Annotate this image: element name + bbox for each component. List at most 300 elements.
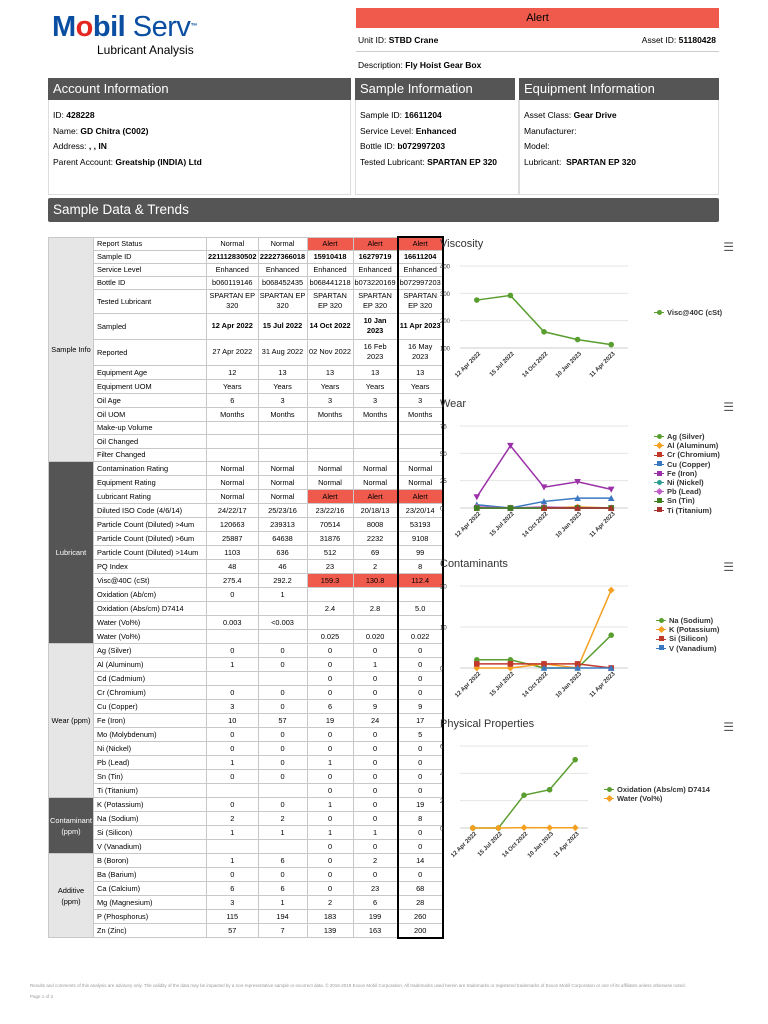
table-cell: 239313 bbox=[258, 518, 307, 532]
table-cell: Months bbox=[353, 407, 398, 421]
table-cell: 14 bbox=[398, 854, 443, 868]
table-cell bbox=[353, 448, 398, 462]
table-cell: b072997203 bbox=[399, 278, 441, 287]
contaminants-legend bbox=[656, 616, 719, 653]
table-cell: 11 Apr 2023 bbox=[398, 313, 443, 339]
data-point bbox=[575, 337, 581, 343]
table-cell: 0 bbox=[207, 686, 259, 700]
x-tick-label: 11 Apr 2023 bbox=[588, 511, 617, 539]
chart-title: Wear bbox=[440, 398, 467, 410]
table-cell: SPARTAN EP 320 bbox=[398, 289, 443, 313]
table-cell: 7 bbox=[258, 924, 307, 938]
data-point bbox=[572, 757, 578, 763]
row-label: Ca (Calcium) bbox=[94, 882, 207, 896]
table-cell: 6 bbox=[207, 393, 259, 407]
table-cell: SPARTAN EP 320 bbox=[207, 289, 259, 313]
table-cell: 23/22/16 bbox=[307, 504, 353, 518]
table-cell: 221112830502 bbox=[208, 252, 257, 261]
table-cell: 23 bbox=[307, 560, 353, 574]
table-cell: 0 bbox=[258, 756, 307, 770]
sample-id: Sample ID: 16611204 bbox=[360, 110, 442, 120]
data-point bbox=[541, 329, 547, 335]
table-cell: 0 bbox=[398, 840, 443, 854]
row-label: Oil Age bbox=[94, 393, 207, 407]
table-cell: 57 bbox=[258, 714, 307, 728]
data-point bbox=[521, 792, 527, 798]
chart-menu-icon[interactable]: ☰ bbox=[723, 400, 734, 414]
table-cell: 0.003 bbox=[207, 616, 259, 630]
table-cell: 0.022 bbox=[398, 630, 443, 644]
table-cell: 120663 bbox=[207, 518, 259, 532]
sample-info-box bbox=[355, 100, 519, 195]
table-row bbox=[49, 490, 443, 504]
table-cell: 0 bbox=[353, 840, 398, 854]
table-cell: 0 bbox=[353, 812, 398, 826]
table-row bbox=[49, 407, 443, 421]
table-cell: 260 bbox=[398, 910, 443, 924]
legend-marker bbox=[656, 488, 663, 495]
legend-marker bbox=[659, 645, 664, 650]
table-cell: 23 bbox=[353, 882, 398, 896]
legend-item[interactable] bbox=[604, 785, 710, 794]
legend-marker bbox=[656, 442, 663, 449]
table-row bbox=[49, 826, 443, 840]
legend-swatch bbox=[656, 639, 666, 640]
table-cell: b073220169 bbox=[354, 278, 396, 287]
table-row bbox=[49, 770, 443, 784]
table-cell: 31876 bbox=[307, 532, 353, 546]
table-cell: 10 Jan 2023 bbox=[353, 313, 398, 339]
logo-tm: ™ bbox=[190, 23, 197, 30]
legend-marker bbox=[606, 795, 613, 802]
table-cell: Enhanced bbox=[353, 263, 398, 276]
data-point bbox=[608, 487, 615, 493]
table-cell bbox=[307, 435, 353, 449]
legend-swatch bbox=[654, 510, 664, 511]
description-value: Fly Hoist Gear Box bbox=[405, 60, 482, 70]
table-cell bbox=[353, 616, 398, 630]
y-tick-label: 100 bbox=[440, 346, 451, 353]
legend-marker bbox=[657, 461, 662, 466]
logo-subtitle: Lubricant Analysis bbox=[97, 43, 194, 57]
row-label: Oxidation (Abs/cm) D7414 bbox=[94, 602, 207, 616]
table-row bbox=[49, 276, 443, 289]
chart-title: Contaminants bbox=[440, 558, 508, 570]
legend-label: Si (Silicon) bbox=[669, 634, 708, 644]
row-label: Equipment Rating bbox=[94, 476, 207, 490]
table-cell: 0 bbox=[258, 700, 307, 714]
x-tick-label: 14 Oct 2022 bbox=[521, 671, 550, 700]
table-cell: 0 bbox=[353, 756, 398, 770]
row-label: Mo (Molybdenum) bbox=[94, 728, 207, 742]
table-cell: 20/18/13 bbox=[353, 504, 398, 518]
table-cell: 0.020 bbox=[353, 630, 398, 644]
table-cell: 0 bbox=[398, 770, 443, 784]
legend-swatch bbox=[654, 473, 664, 474]
table-cell: 0 bbox=[207, 770, 259, 784]
legend-swatch bbox=[654, 445, 664, 446]
table-cell: 1 bbox=[307, 798, 353, 812]
table-cell: 1 bbox=[307, 756, 353, 770]
table-cell: Normal bbox=[353, 476, 398, 490]
table-cell: 02 Nov 2022 bbox=[307, 339, 353, 365]
table-cell bbox=[353, 435, 398, 449]
sample-data-trends-header: Sample Data & Trends bbox=[48, 198, 719, 222]
table-cell: 13 bbox=[258, 365, 307, 379]
legend-item[interactable] bbox=[654, 506, 720, 515]
table-cell: 17 bbox=[398, 714, 443, 728]
table-cell: 70514 bbox=[307, 518, 353, 532]
legend-item[interactable] bbox=[654, 441, 720, 450]
row-label: Ti (Titanium) bbox=[94, 784, 207, 798]
table-cell: Enhanced bbox=[207, 263, 259, 276]
row-label: Fe (Iron) bbox=[94, 714, 207, 728]
data-point bbox=[608, 632, 614, 638]
description bbox=[358, 60, 481, 70]
table-cell: 0 bbox=[353, 868, 398, 882]
legend-item[interactable] bbox=[654, 496, 720, 505]
legend-item[interactable] bbox=[656, 625, 719, 634]
table-cell: 1 bbox=[353, 826, 398, 840]
x-tick-label: 12 Apr 2022 bbox=[450, 831, 479, 860]
data-point bbox=[474, 494, 481, 500]
data-point bbox=[474, 661, 480, 667]
y-tick-label: 2 bbox=[440, 799, 444, 806]
table-row bbox=[49, 700, 443, 714]
legend-item[interactable] bbox=[604, 794, 710, 803]
table-row bbox=[49, 476, 443, 490]
table-cell bbox=[207, 672, 259, 686]
table-cell: Alert bbox=[398, 490, 443, 504]
legend-label: Water (Vol%) bbox=[617, 794, 663, 804]
table-cell: Normal bbox=[207, 476, 259, 490]
table-cell: 0 bbox=[258, 868, 307, 882]
table-cell: 1 bbox=[207, 756, 259, 770]
table-cell: 9 bbox=[398, 700, 443, 714]
table-cell: 2.4 bbox=[307, 602, 353, 616]
table-cell: 0 bbox=[307, 882, 353, 896]
table-cell: 0 bbox=[307, 686, 353, 700]
legend-label: Oxidation (Abs/cm) D7414 bbox=[617, 785, 710, 794]
table-cell: 0 bbox=[307, 672, 353, 686]
table-cell: 0 bbox=[398, 672, 443, 686]
row-group-label: Sample Info bbox=[49, 237, 94, 462]
table-cell: 19 bbox=[307, 714, 353, 728]
row-label: Na (Sodium) bbox=[94, 812, 207, 826]
table-cell: 0 bbox=[307, 644, 353, 658]
table-cell: 28 bbox=[398, 896, 443, 910]
table-cell: 0 bbox=[398, 742, 443, 756]
legend-label: V (Vanadium) bbox=[669, 643, 717, 653]
table-row bbox=[49, 448, 443, 462]
row-label: B (Boron) bbox=[94, 854, 207, 868]
equipment-lubricant: Lubricant: SPARTAN EP 320 bbox=[524, 156, 636, 167]
legend-swatch bbox=[654, 482, 664, 483]
x-tick-label: 14 Oct 2022 bbox=[521, 351, 550, 380]
table-cell bbox=[258, 602, 307, 616]
footer-page-number: Page 1 of 3 bbox=[30, 994, 54, 999]
table-cell: 8 bbox=[398, 560, 443, 574]
table-row bbox=[49, 237, 443, 250]
chart-menu-icon[interactable]: ☰ bbox=[723, 560, 734, 574]
data-point bbox=[508, 505, 514, 511]
table-cell: 6 bbox=[258, 854, 307, 868]
chart-menu-icon[interactable]: ☰ bbox=[723, 240, 734, 254]
logo-wordmark bbox=[52, 12, 222, 42]
table-cell: 14 Oct 2022 bbox=[307, 313, 353, 339]
table-cell: 5.0 bbox=[398, 602, 443, 616]
table-cell: 5 bbox=[398, 728, 443, 742]
legend-item[interactable] bbox=[656, 634, 719, 643]
legend-swatch bbox=[656, 629, 666, 630]
row-label: Sn (Tin) bbox=[94, 770, 207, 784]
mobil-serv-logo bbox=[52, 12, 222, 57]
row-label: Oil Changed bbox=[94, 435, 207, 449]
data-point bbox=[508, 293, 514, 299]
table-cell: 1103 bbox=[207, 546, 259, 560]
table-cell: 1 bbox=[353, 658, 398, 672]
table-cell: 1 bbox=[207, 658, 259, 672]
table-cell: b068452435 bbox=[258, 276, 307, 289]
legend-marker bbox=[657, 480, 662, 485]
table-cell: 0 bbox=[353, 686, 398, 700]
table-cell bbox=[207, 435, 259, 449]
row-label: Visc@40C (cSt) bbox=[94, 574, 207, 588]
table-row bbox=[49, 313, 443, 339]
sample-info-header: Sample Information bbox=[355, 78, 515, 100]
legend-marker bbox=[659, 636, 664, 641]
y-tick-label: 50 bbox=[440, 451, 447, 458]
bottle-id: Bottle ID: b072997203 bbox=[360, 141, 446, 151]
table-cell: 53193 bbox=[398, 518, 443, 532]
table-cell: 200 bbox=[398, 924, 443, 938]
table-cell: 1 bbox=[207, 854, 259, 868]
table-row bbox=[49, 532, 443, 546]
legend-marker bbox=[657, 434, 662, 439]
table-cell: 0 bbox=[353, 672, 398, 686]
table-row bbox=[49, 365, 443, 379]
table-cell: 69 bbox=[353, 546, 398, 560]
table-cell: 0 bbox=[307, 770, 353, 784]
table-cell: Normal bbox=[258, 237, 307, 250]
data-point bbox=[474, 297, 480, 303]
table-row bbox=[49, 896, 443, 910]
row-label: Diluted ISO Code (4/6/14) bbox=[94, 504, 207, 518]
row-label: V (Vanadium) bbox=[94, 840, 207, 854]
row-label: Filter Changed bbox=[94, 448, 207, 462]
table-row bbox=[49, 546, 443, 560]
legend-swatch bbox=[604, 789, 614, 790]
table-cell: Alert bbox=[307, 490, 353, 504]
table-cell: 25887 bbox=[207, 532, 259, 546]
legend-swatch bbox=[656, 648, 666, 649]
table-cell: 0 bbox=[398, 868, 443, 882]
y-tick-label: 200 bbox=[440, 319, 451, 326]
series-line bbox=[477, 295, 611, 344]
table-cell: 57 bbox=[207, 924, 259, 938]
row-label: Si (Silicon) bbox=[94, 826, 207, 840]
y-tick-label: 400 bbox=[440, 264, 451, 271]
row-label: Ag (Silver) bbox=[94, 644, 207, 658]
account-info-header: Account Information bbox=[48, 78, 351, 100]
table-cell: 0 bbox=[307, 658, 353, 672]
table-cell: 2 bbox=[353, 560, 398, 574]
row-label: Report Status bbox=[94, 237, 207, 250]
logo-o: o bbox=[75, 11, 93, 43]
table-row bbox=[49, 630, 443, 644]
legend-label: K (Potassium) bbox=[669, 625, 720, 635]
table-row bbox=[49, 658, 443, 672]
table-row bbox=[49, 756, 443, 770]
table-cell: Normal bbox=[207, 237, 259, 250]
x-tick-label: 10 Jan 2023 bbox=[554, 511, 584, 540]
legend-item[interactable] bbox=[654, 487, 720, 496]
table-row bbox=[49, 854, 443, 868]
row-label: Zn (Zinc) bbox=[94, 924, 207, 938]
table-cell: 3 bbox=[207, 700, 259, 714]
legend-swatch bbox=[604, 798, 614, 799]
data-point bbox=[547, 787, 553, 793]
legend-item[interactable] bbox=[654, 460, 720, 469]
table-cell: 163 bbox=[353, 924, 398, 938]
table-cell: Normal bbox=[258, 476, 307, 490]
equipment-info-header: Equipment Information bbox=[519, 78, 719, 100]
table-cell: 0 bbox=[258, 686, 307, 700]
table-cell: 2 bbox=[258, 812, 307, 826]
data-point bbox=[546, 824, 553, 831]
table-cell: 130.8 bbox=[353, 574, 398, 588]
x-tick-label: 12 Apr 2022 bbox=[454, 511, 483, 540]
x-tick-label: 12 Apr 2022 bbox=[454, 351, 483, 380]
row-label: Tested Lubricant bbox=[94, 289, 207, 313]
row-label: Oxidation (Ab/cm) bbox=[94, 588, 207, 602]
row-group-label: Wear (ppm) bbox=[49, 644, 94, 798]
table-row bbox=[49, 504, 443, 518]
table-cell: Alert bbox=[398, 237, 443, 250]
asset-id-label: Asset ID: bbox=[641, 35, 677, 45]
table-cell bbox=[398, 435, 443, 449]
table-cell: Alert bbox=[353, 490, 398, 504]
header-divider bbox=[356, 51, 719, 52]
table-cell: 0 bbox=[398, 644, 443, 658]
table-cell: <0.003 bbox=[258, 616, 307, 630]
table-cell: 3 bbox=[353, 393, 398, 407]
legend-item[interactable] bbox=[654, 450, 720, 459]
table-row bbox=[49, 518, 443, 532]
table-cell bbox=[258, 421, 307, 435]
row-label: Oil UOM bbox=[94, 407, 207, 421]
table-cell: Years bbox=[353, 379, 398, 393]
table-cell: 0 bbox=[353, 742, 398, 756]
table-cell: Normal bbox=[307, 462, 353, 476]
row-label: Ba (Barium) bbox=[94, 868, 207, 882]
table-cell: SPARTAN EP 320 bbox=[353, 289, 398, 313]
x-tick-label: 11 Apr 2023 bbox=[588, 671, 617, 699]
table-cell: 6 bbox=[353, 896, 398, 910]
row-label: Mg (Magnesium) bbox=[94, 896, 207, 910]
legend-item[interactable] bbox=[654, 308, 722, 317]
table-cell: 1 bbox=[307, 826, 353, 840]
table-cell: 2 bbox=[307, 896, 353, 910]
row-label: Particle Count (Diluted) >14um bbox=[94, 546, 207, 560]
legend-item[interactable] bbox=[654, 478, 720, 487]
table-cell: 0 bbox=[398, 826, 443, 840]
legend-item[interactable] bbox=[656, 616, 719, 625]
footer bbox=[30, 980, 730, 1002]
row-label: Particle Count (Diluted) >4um bbox=[94, 518, 207, 532]
row-label: Reported bbox=[94, 339, 207, 365]
contaminants-chart bbox=[438, 558, 738, 718]
table-cell: 2232 bbox=[353, 532, 398, 546]
table-cell: 3 bbox=[307, 393, 353, 407]
table-cell: 0 bbox=[258, 644, 307, 658]
account-address: Address: , , IN bbox=[53, 141, 107, 151]
table-cell: 0 bbox=[307, 840, 353, 854]
description-label: Description: bbox=[358, 60, 403, 70]
legend-marker bbox=[657, 507, 662, 512]
table-cell bbox=[307, 448, 353, 462]
table-cell: 10 bbox=[207, 714, 259, 728]
table-cell: 22227366018 bbox=[259, 252, 306, 261]
legend-marker bbox=[658, 626, 665, 633]
table-cell: 0 bbox=[207, 742, 259, 756]
row-label: Water (Vol%) bbox=[94, 630, 207, 644]
asset-id bbox=[642, 35, 716, 45]
chart-menu-icon[interactable]: ☰ bbox=[723, 720, 734, 734]
table-cell: 0 bbox=[258, 728, 307, 742]
row-group-label: Contaminant (ppm) bbox=[49, 798, 94, 854]
row-label: Make-up Volume bbox=[94, 421, 207, 435]
table-cell: 9108 bbox=[398, 532, 443, 546]
row-label: Cu (Copper) bbox=[94, 700, 207, 714]
table-cell: Normal bbox=[207, 462, 259, 476]
account-name: Name: GD Chitra (C002) bbox=[53, 125, 149, 136]
table-cell bbox=[258, 448, 307, 462]
row-label: Particle Count (Diluted) >6um bbox=[94, 532, 207, 546]
legend-item[interactable] bbox=[654, 432, 720, 441]
table-cell: Years bbox=[207, 379, 259, 393]
table-cell: 275.4 bbox=[207, 574, 259, 588]
table-row bbox=[49, 435, 443, 449]
table-cell: 292.2 bbox=[258, 574, 307, 588]
table-cell: 16611204 bbox=[398, 250, 443, 263]
table-cell bbox=[258, 435, 307, 449]
legend-item[interactable] bbox=[656, 644, 719, 653]
table-cell: Years bbox=[398, 379, 443, 393]
table-row bbox=[49, 882, 443, 896]
legend-item[interactable] bbox=[654, 469, 720, 478]
table-cell: 139 bbox=[307, 924, 353, 938]
row-group-label: Lubricant bbox=[49, 462, 94, 644]
data-point bbox=[572, 824, 579, 831]
table-cell bbox=[207, 421, 259, 435]
account-id: ID: 428228 bbox=[53, 110, 95, 120]
table-cell: 2 bbox=[353, 854, 398, 868]
x-tick-label: 11 Apr 2023 bbox=[552, 831, 581, 859]
wear-legend bbox=[654, 432, 720, 515]
x-tick-label: 12 Apr 2022 bbox=[454, 671, 483, 700]
table-row bbox=[49, 393, 443, 407]
legend-swatch bbox=[656, 620, 666, 621]
table-cell: 0 bbox=[207, 798, 259, 812]
data-point bbox=[469, 825, 476, 832]
asset-id-value: 51180428 bbox=[678, 35, 716, 45]
table-cell: 27 Apr 2022 bbox=[207, 339, 259, 365]
account-parent: Parent Account: Greatship (INDIA) Ltd bbox=[53, 156, 202, 167]
y-tick-label: 0 bbox=[440, 826, 444, 833]
table-cell: 512 bbox=[307, 546, 353, 560]
x-tick-label: 15 Jul 2022 bbox=[488, 351, 516, 379]
